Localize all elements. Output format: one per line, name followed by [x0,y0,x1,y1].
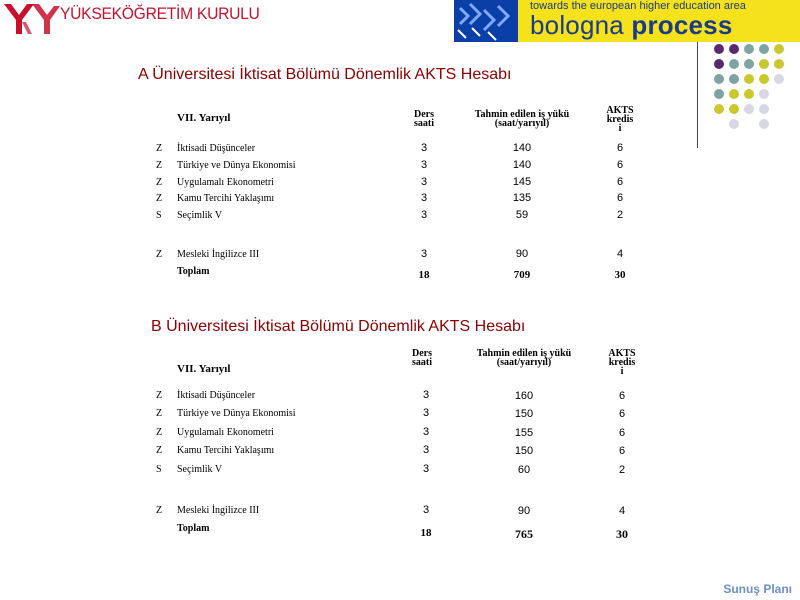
course-ects: 6 [616,176,624,188]
course-name: Mesleki İngilizce III [177,505,260,516]
course-ects: 6 [618,427,626,439]
course-ects: 6 [616,142,624,154]
course-name: İktisadi Düşünceler [177,143,256,154]
total-load: 709 [513,269,531,281]
course-ects: 6 [618,408,626,420]
total-hours: 18 [418,269,430,281]
total-ects: 30 [614,269,626,281]
course-hours: 3 [422,426,430,438]
course-load: 59 [515,209,529,221]
course-load: 150 [514,408,534,420]
total-hours: 18 [420,527,432,539]
course-hours: 3 [420,142,428,154]
row-type: Z [156,143,163,154]
course-hours: 3 [420,209,428,221]
course-name: Kamu Tercihi Yaklaşımı [177,193,275,204]
row-type: Z [156,408,163,419]
row-type: Z [156,249,163,260]
total-ects: 30 [616,527,628,541]
course-load: 135 [512,192,532,204]
course-hours: 3 [420,176,428,188]
table-b-title: B Üniversitesi İktisat Bölümü Dönemlik AKTS Hesabı [151,318,526,335]
course-load: 90 [515,248,529,260]
course-ects: 6 [616,192,624,204]
table-a-col-hours: Ders saati [414,109,434,129]
row-type: S [156,210,162,221]
table-b-semester: VII. Yarıyıl [177,363,231,375]
bologna-stars-icon [454,0,518,42]
table-b-col-hours: Ders saati [412,348,432,368]
decorative-dot-grid [712,42,800,130]
row-type: Z [156,177,163,188]
course-hours: 3 [420,248,428,260]
course-ects: 6 [616,159,624,171]
table-a-col-ects: AKTS kredis i [606,105,634,134]
row-type: Z [156,445,163,456]
row-type: Z [156,160,163,171]
row-type: Z [156,427,163,438]
course-ects: 4 [616,248,624,260]
table-b-col-load: Tahmin edilen iş yükü (saat/yarıyıl) [476,348,572,368]
sunus-plani-link[interactable]: Sunuş Planı [723,582,792,596]
yok-logo [0,0,260,40]
course-ects: 6 [618,445,626,457]
course-name: Uygulamalı Ekonometri [177,427,274,438]
course-load: 150 [514,445,534,457]
course-load: 145 [512,176,532,188]
course-hours: 3 [422,463,430,475]
course-name: Türkiye ve Dünya Ekonomisi [177,408,296,419]
course-hours: 3 [420,192,428,204]
course-hours: 3 [422,444,430,456]
course-ects: 2 [616,209,624,221]
total-label: Toplam [177,523,210,534]
process-word: process [631,10,733,40]
course-load: 160 [514,390,534,402]
course-name: Seçimlik V [177,464,223,475]
course-hours: 3 [422,504,430,516]
row-type: Z [156,390,163,401]
table-a-title: A Üniversitesi İktisat Bölümü Dönemlik AKTS Hesabı [138,66,512,83]
course-hours: 3 [422,389,430,401]
course-hours: 3 [422,407,430,419]
yok-emblem-icon [2,2,62,36]
table-a-semester: VII. Yarıyıl [177,112,231,124]
bologna-word: bologna [530,10,624,40]
course-load: 90 [517,505,531,517]
course-hours: 3 [420,159,428,171]
course-load: 140 [512,159,532,171]
table-b-col-ects: AKTS kredis i [608,348,636,377]
course-name: Kamu Tercihi Yaklaşımı [177,445,275,456]
course-ects: 2 [618,464,626,476]
bologna-tagline: towards the european higher education area [530,0,746,12]
row-type: Z [156,193,163,204]
yok-logo-text: YÜKSEKÖĞRETİM KURULU [60,4,260,23]
course-ects: 4 [618,505,626,517]
course-name: Seçimlik V [177,210,223,221]
bologna-banner [454,0,800,42]
course-name: Türkiye ve Dünya Ekonomisi [177,160,296,171]
course-name: Uygulamalı Ekonometri [177,177,274,188]
total-label: Toplam [177,266,210,277]
course-load: 155 [514,427,534,439]
total-load: 765 [515,527,533,541]
divider-line [697,42,698,148]
course-load: 60 [517,464,531,476]
row-type: Z [156,505,163,516]
bologna-wordmark [530,10,733,41]
course-load: 140 [512,142,532,154]
table-a-col-load: Tahmin edilen iş yükü (saat/yarıyıl) [474,109,570,129]
row-type: S [156,464,162,475]
course-name: Mesleki İngilizce III [177,249,260,260]
course-ects: 6 [618,390,626,402]
course-name: İktisadi Düşünceler [177,390,256,401]
